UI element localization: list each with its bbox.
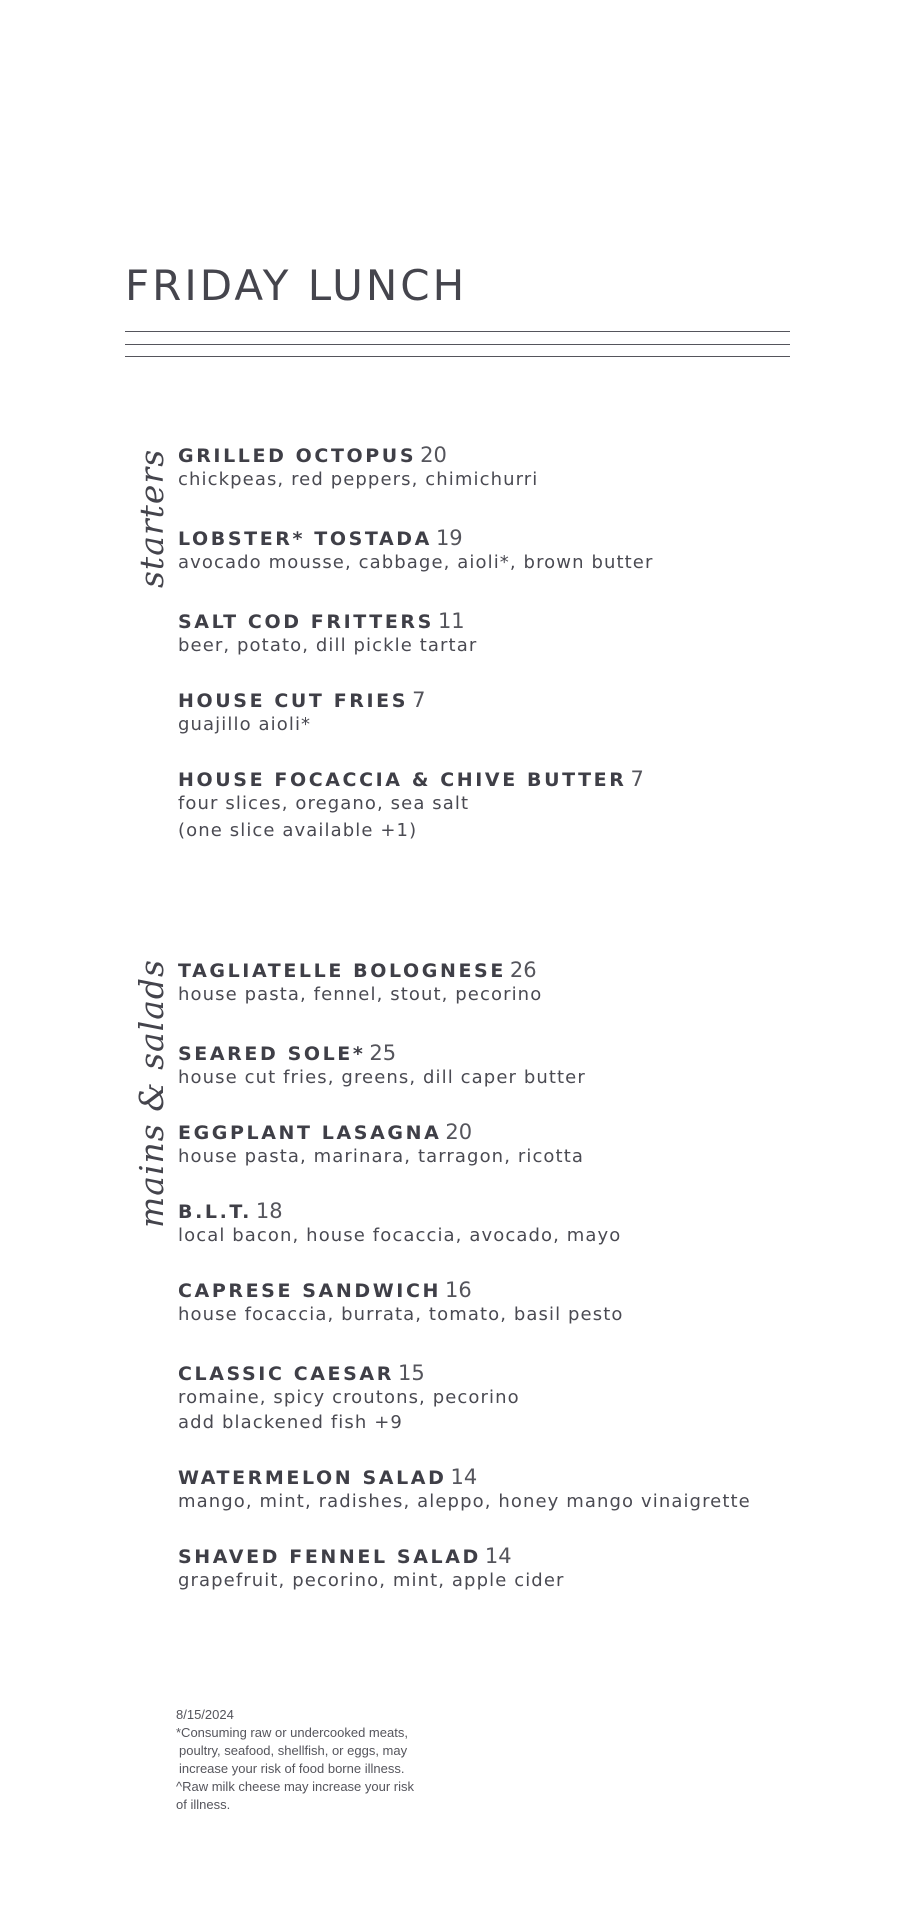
menu-item bbox=[178, 688, 425, 737]
item-description: grapefruit, pecorino, mint, apple cider bbox=[178, 1570, 565, 1591]
item-description: beer, potato, dill pickle tartar bbox=[178, 635, 478, 656]
item-description: mango, mint, radishes, aleppo, honey mango vinaigrette bbox=[178, 1491, 751, 1512]
item-name: CAPRESE SANDWICH bbox=[178, 1280, 441, 1302]
menu-item bbox=[178, 1465, 751, 1514]
item-description: chickpeas, red peppers, chimichurri bbox=[178, 469, 539, 490]
allergy-note: increase your risk of food borne illness. bbox=[179, 1761, 405, 1776]
item-name: EGGPLANT LASAGNA bbox=[178, 1122, 442, 1144]
item-price: 14 bbox=[484, 1544, 512, 1568]
allergy-note: of illness. bbox=[176, 1797, 231, 1812]
item-description: guajillo aioli* bbox=[178, 714, 312, 735]
item-description: house pasta, marinara, tarragon, ricotta bbox=[178, 1146, 584, 1167]
item-price: 18 bbox=[255, 1199, 283, 1223]
menu-item bbox=[178, 526, 653, 575]
item-name: TAGLIATELLE BOLOGNESE bbox=[178, 960, 506, 982]
item-name: B.L.T. bbox=[178, 1201, 252, 1223]
item-description: house cut fries, greens, dill caper butter bbox=[178, 1067, 586, 1088]
item-description: romaine, spicy croutons, pecorino bbox=[178, 1387, 520, 1408]
item-name: CLASSIC CAESAR bbox=[178, 1363, 394, 1385]
item-price: 16 bbox=[445, 1278, 472, 1302]
footer-notes bbox=[176, 1706, 414, 1814]
item-price: 19 bbox=[435, 526, 463, 550]
menu-title: FRIDAY LUNCH bbox=[125, 261, 468, 310]
item-name: HOUSE CUT FRIES bbox=[178, 690, 409, 712]
item-name: LOBSTER* TOSTADA bbox=[178, 528, 432, 550]
item-description: house focaccia, burrata, tomato, basil pesto bbox=[178, 1304, 624, 1325]
item-price: 20 bbox=[445, 1120, 473, 1144]
menu-item bbox=[178, 443, 538, 492]
section-label-mains-salads: mains & salads bbox=[132, 959, 171, 1228]
item-name: SEARED SOLE* bbox=[178, 1043, 366, 1065]
allergy-note: ^Raw milk cheese may increase your risk bbox=[176, 1779, 415, 1794]
menu-item bbox=[178, 1199, 621, 1248]
menu-item bbox=[178, 767, 644, 843]
item-description: add blackened fish +9 bbox=[178, 1412, 403, 1433]
allergy-note: poultry, seafood, shellfish, or eggs, may bbox=[179, 1743, 408, 1758]
menu-date: 8/15/2024 bbox=[176, 1707, 234, 1722]
item-price: 15 bbox=[397, 1361, 425, 1385]
item-price: 25 bbox=[369, 1041, 397, 1065]
menu-item bbox=[178, 1041, 586, 1090]
menu-item bbox=[178, 958, 542, 1007]
menu-item bbox=[178, 609, 477, 658]
item-price: 11 bbox=[437, 609, 465, 633]
item-price: 20 bbox=[420, 443, 447, 467]
item-description: house pasta, fennel, stout, pecorino bbox=[178, 984, 543, 1005]
section-label-starters: starters bbox=[132, 448, 171, 588]
title-divider-top bbox=[125, 331, 790, 332]
menu-item bbox=[178, 1544, 565, 1593]
menu-item bbox=[178, 1361, 520, 1435]
allergy-note: *Consuming raw or undercooked meats, bbox=[176, 1725, 408, 1740]
item-price: 26 bbox=[509, 958, 537, 982]
item-description: avocado mousse, cabbage, aioli*, brown butter bbox=[178, 552, 654, 573]
item-description: four slices, oregano, sea salt bbox=[178, 793, 470, 814]
item-name: SALT COD FRITTERS bbox=[178, 611, 434, 633]
item-description: (one slice available +1) bbox=[178, 820, 418, 841]
item-name: WATERMELON SALAD bbox=[178, 1467, 447, 1489]
item-price: 7 bbox=[630, 767, 644, 791]
menu-item bbox=[178, 1120, 584, 1169]
item-name: HOUSE FOCACCIA & CHIVE BUTTER bbox=[178, 769, 627, 791]
menu-item bbox=[178, 1278, 623, 1327]
item-description: local bacon, house focaccia, avocado, mayo bbox=[178, 1225, 622, 1246]
title-divider-middle bbox=[125, 344, 790, 345]
item-name: SHAVED FENNEL SALAD bbox=[178, 1546, 481, 1568]
item-price: 7 bbox=[412, 688, 426, 712]
item-name: GRILLED OCTOPUS bbox=[178, 445, 417, 467]
item-price: 14 bbox=[450, 1465, 478, 1489]
title-divider-bottom bbox=[125, 356, 790, 357]
